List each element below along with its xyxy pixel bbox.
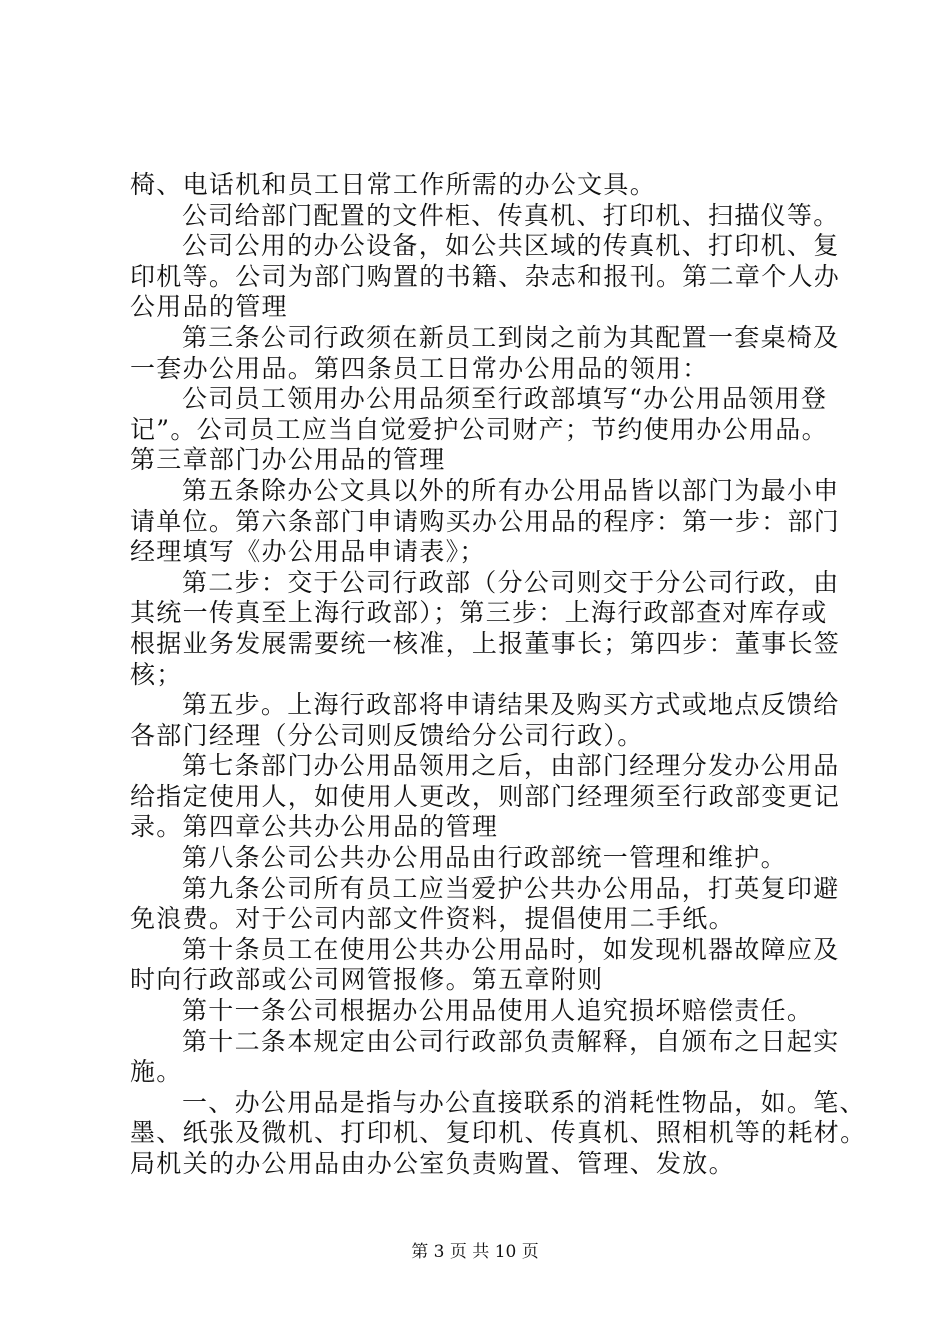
text-line: 各部门经理（分公司则反馈给分公司行政）。 (130, 720, 644, 750)
text-line: 印机等。公司为部门购置的书籍、杂志和报刊。第二章个人办 (130, 261, 841, 291)
text-line: 第十条员工在使用公共办公用品时，如发现机器故障应及 (182, 934, 840, 964)
text-line: 公司员工领用办公用品须至行政部填写“办公用品领用登 (182, 384, 828, 414)
text-line: 录。第四章公共办公用品的管理 (130, 812, 499, 842)
text-line: 其统一传真至上海行政部）；第三步：上海行政部查对库存或 (130, 598, 828, 628)
text-line: 第十二条本规定由公司行政部负责解释，自颁布之日起实 (182, 1026, 840, 1056)
text-line: 公用品的管理 (130, 292, 288, 322)
text-line: 经理填写《办公用品申请表》； (130, 537, 486, 567)
text-line: 椅、电话机和员工日常工作所需的办公文具。 (130, 170, 657, 199)
text-line: 施。 (130, 1057, 183, 1087)
text-line: 第八条公司公共办公用品由行政部统一管理和维护。 (182, 843, 787, 873)
text-line: 第十一条公司根据办公用品使用人追究损坏赔偿责任。 (182, 996, 814, 1026)
text-line: 记”。公司员工应当自觉爱护公司财产；节约使用办公用品。 (130, 414, 828, 444)
text-line: 第三章部门办公用品的管理 (130, 445, 446, 475)
text-line: 给指定使用人，如使用人更改，则部门经理须至行政部变更记 (130, 781, 841, 811)
text-line: 第五条除办公文具以外的所有办公用品皆以部门为最小申 (182, 475, 840, 505)
text-line: 请单位。第六条部门申请购买办公用品的程序：第一步：部门 (130, 506, 841, 536)
text-line: 第二步：交于公司行政部（分公司则交于分公司行政，由 (182, 567, 840, 597)
text-line: 一、办公用品是指与办公直接联系的消耗性物品，如。笔、 (182, 1087, 866, 1117)
text-line: 时向行政部或公司网管报修。第五章附则 (130, 965, 604, 995)
text-line: 公司给部门配置的文件柜、传真机、打印机、扫描仪等。 (182, 200, 840, 230)
text-line: 一套办公用品。第四条员工日常办公用品的领用： (130, 353, 709, 383)
text-line: 免浪费。对于公司内部文件资料，提倡使用二手纸。 (130, 904, 735, 934)
text-line: 公司公用的办公设备，如公共区域的传真机、打印机、复 (182, 231, 840, 261)
text-line: 墨、纸张及微机、打印机、复印机、传真机、照相机等的耗材。 (130, 1118, 867, 1148)
text-line: 根据业务发展需要统一核准，上报董事长；第四步：董事长签 (130, 628, 841, 658)
text-line: 第五步。上海行政部将申请结果及购买方式或地点反馈给 (182, 690, 840, 720)
text-line: 第九条公司所有员工应当爱护公共办公用品，打英复印避 (182, 873, 840, 903)
text-line: 核； (130, 659, 183, 689)
text-line: 第三条公司行政须在新员工到岗之前为其配置一套桌椅及 (182, 322, 840, 352)
document-body (130, 170, 867, 1180)
text-line: 局机关的办公用品由办公室负责购置、管理、发放。 (130, 1149, 735, 1178)
text-line: 第七条部门办公用品领用之后，由部门经理分发办公用品 (182, 751, 840, 781)
page-footer: 第 3 页 共 10 页 (411, 1242, 539, 1262)
